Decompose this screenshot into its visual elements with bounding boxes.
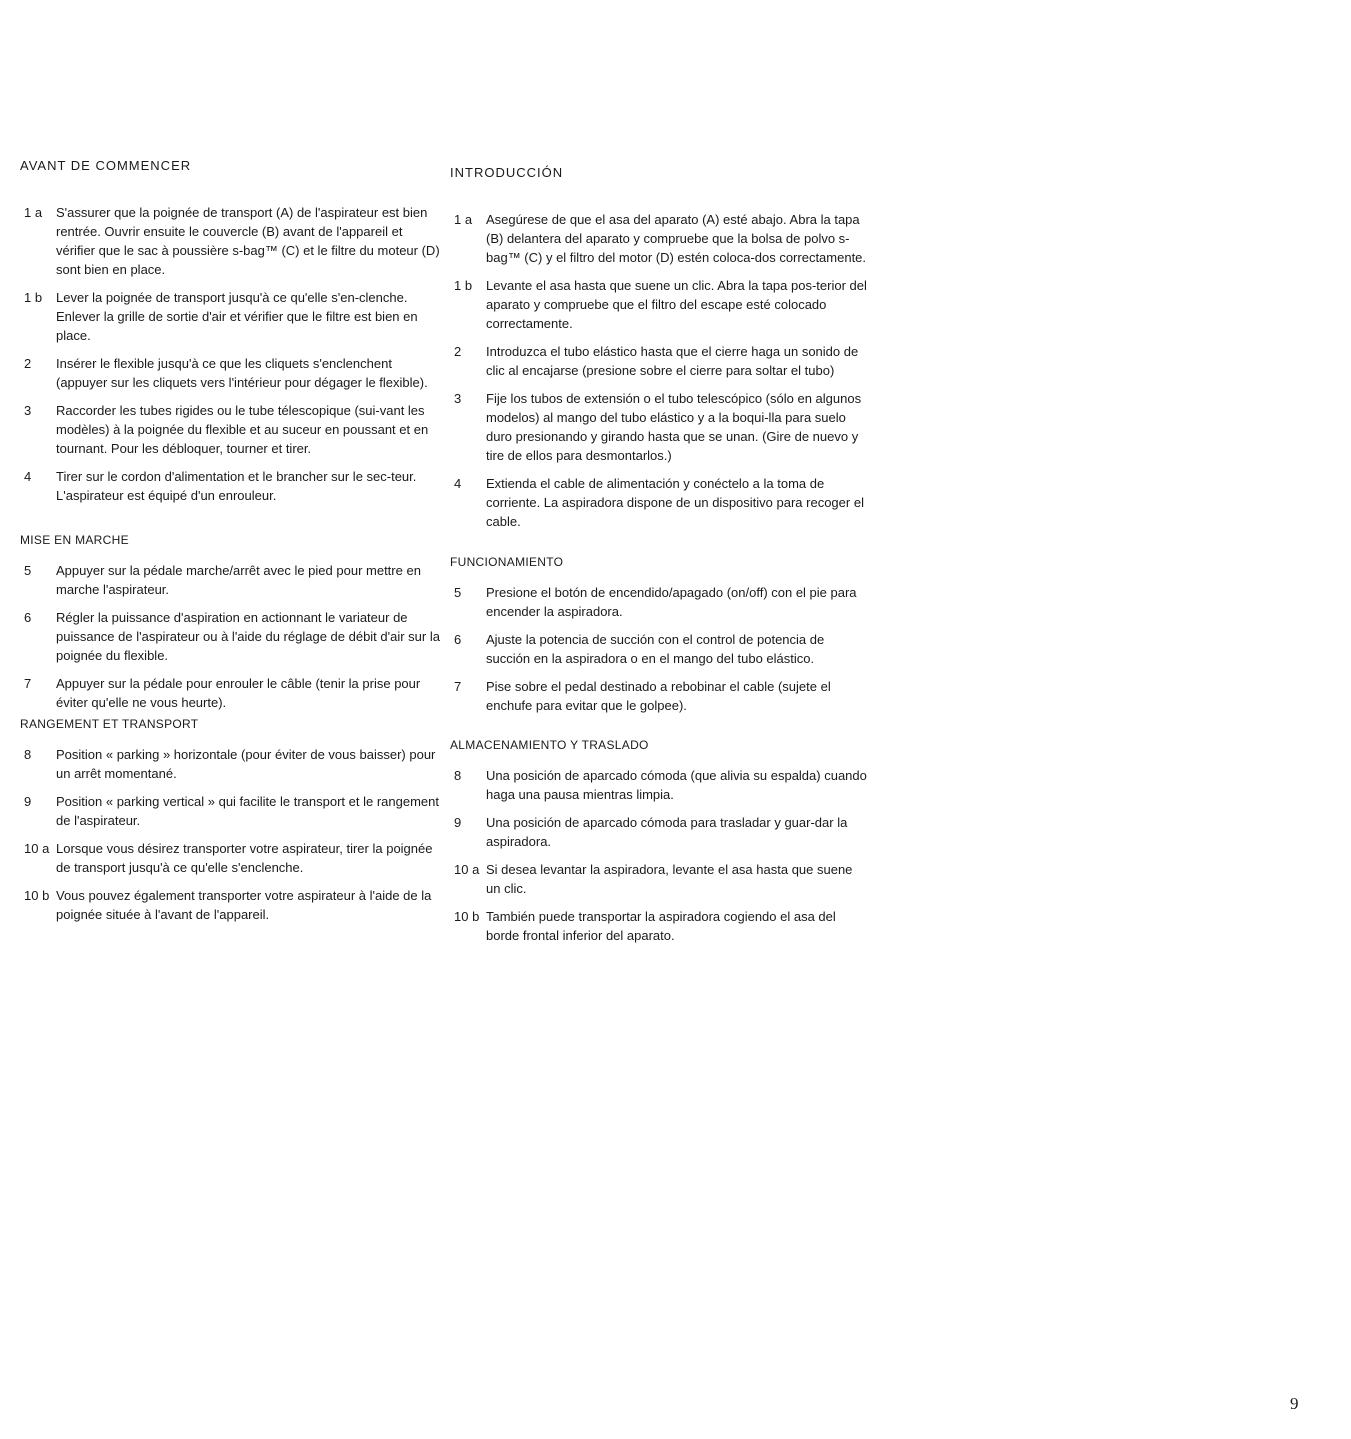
section-introduccion: [450, 165, 870, 540]
step-text: Pise sobre el pedal destinado a rebobinar el cable (sujete el enchufe para evitar que le golpee).: [486, 679, 831, 713]
list-item: [450, 907, 870, 945]
step-number: 1 b: [454, 278, 473, 293]
step-number: 1 a: [24, 205, 43, 220]
list-item: [20, 401, 440, 458]
step-number: 3: [24, 403, 32, 418]
section-title: AVANT DE COMMENCER: [20, 158, 192, 173]
step-number: 7: [454, 679, 462, 694]
list-item: [20, 203, 440, 279]
section-title: MISE EN MARCHE: [20, 533, 129, 547]
step-text: Raccorder les tubes rigides ou le tube télescopique (sui-vant les modèles) à la poignée du flexible et au suceur en poussant et en tournant. Pour les débloquer, tourner et tirer.: [56, 403, 429, 456]
step-text: Presione el botón de encendido/apagado (on/off) con el pie para encender la aspiradora.: [486, 585, 857, 619]
section-avant-de-commencer: [20, 158, 440, 514]
step-text: Asegúrese de que el asa del aparato (A) esté abajo. Abra la tapa (B) delantera del aparato y compruebe que la bolsa de polvo s-bag™ (C) y el filtro del motor (D) estén coloca-dos correctamente.: [486, 212, 867, 265]
section-mise-en-marche: [20, 533, 440, 721]
section-funcionamiento: [450, 555, 870, 724]
step-number: 10 a: [24, 841, 50, 856]
step-text: S'assurer que la poignée de transport (A) de l'aspirateur est bien rentrée. Ouvrir ensuite le couvercle (B) avant de l'appareil et vérifier que le sac à poussière s-bag™ (C) et le filtre du moteur (D) sont bien en place.: [56, 205, 440, 277]
step-text: Appuyer sur la pédale pour enrouler le câble (tenir la prise pour éviter qu'elle ne vous heurte).: [56, 676, 421, 710]
step-number: 6: [454, 632, 462, 647]
step-text: Vous pouvez également transporter votre aspirateur à l'aide de la poignée située à l'avant de l'appareil.: [56, 888, 432, 922]
list-item: [450, 210, 870, 267]
step-number: 8: [24, 747, 32, 762]
step-text: Lorsque vous désirez transporter votre aspirateur, tirer la poignée de transport jusqu'à ce qu'elle s'enclenche.: [56, 841, 433, 875]
step-number: 10 b: [24, 888, 50, 903]
step-text: Una posición de aparcado cómoda (que alivia su espalda) cuando haga una pausa mientras limpia.: [486, 768, 867, 802]
step-text: Una posición de aparcado cómoda para trasladar y guar-dar la aspiradora.: [486, 815, 848, 849]
list-item: [450, 276, 870, 333]
step-text: Régler la puissance d'aspiration en actionnant le variateur de puissance de l'aspirateur ou à l'aide du réglage de débit d'air sur la poignée du flexible.: [56, 610, 440, 663]
list-item: [450, 860, 870, 898]
step-number: 9: [24, 794, 32, 809]
step-number: 10 a: [454, 862, 480, 877]
step-number: 8: [454, 768, 462, 783]
step-number: 4: [454, 476, 462, 491]
section-almacenamiento-y-traslado: [450, 738, 870, 954]
list-item: [450, 813, 870, 851]
step-text: Ajuste la potencia de succión con el control de potencia de succión en la aspiradora o en el mango del tubo elástico.: [486, 632, 825, 666]
step-text: Position « parking » horizontale (pour éviter de vous baisser) pour un arrêt momentané.: [56, 747, 436, 781]
step-number: 2: [454, 344, 462, 359]
list-item: [450, 389, 870, 465]
step-number: 5: [454, 585, 462, 600]
step-text: Position « parking vertical » qui facilite le transport et le rangement de l'aspirateur.: [56, 794, 439, 828]
step-number: 6: [24, 610, 32, 625]
step-number: 1 b: [24, 290, 43, 305]
list-item: [20, 886, 440, 924]
list-item: [450, 342, 870, 380]
step-text: Si desea levantar la aspiradora, levante el asa hasta que suene un clic.: [486, 862, 853, 896]
section-title: RANGEMENT ET TRANSPORT: [20, 717, 199, 731]
step-text: También puede transportar la aspiradora cogiendo el asa del borde frontal inferior del aparato.: [486, 909, 836, 943]
step-number: 3: [454, 391, 462, 406]
list-item: [450, 630, 870, 668]
step-number: 4: [24, 469, 32, 484]
list-item: [20, 792, 440, 830]
list-item: [450, 766, 870, 804]
step-number: 10 b: [454, 909, 480, 924]
step-text: Tirer sur le cordon d'alimentation et le brancher sur le sec-teur. L'aspirateur est équipé d'un enrouleur.: [56, 469, 417, 503]
step-text: Lever la poignée de transport jusqu'à ce qu'elle s'en-clenche. Enlever la grille de sortie d'air et vérifier que le filtre est bien en place.: [56, 290, 418, 343]
section-rangement-et-transport: [20, 717, 440, 933]
list-item: [20, 354, 440, 392]
step-text: Appuyer sur la pédale marche/arrêt avec le pied pour mettre en marche l'aspirateur.: [56, 563, 421, 597]
step-number: 9: [454, 815, 462, 830]
list-item: [20, 674, 440, 712]
step-number: 5: [24, 563, 32, 578]
list-item: [20, 467, 440, 505]
step-number: 2: [24, 356, 32, 371]
list-item: [450, 677, 870, 715]
list-item: [20, 745, 440, 783]
list-item: [20, 561, 440, 599]
step-text: Introduzca el tubo elástico hasta que el cierre haga un sonido de clic al encajarse (presione sobre el cierre para soltar el tubo): [486, 344, 859, 378]
step-text: Levante el asa hasta que suene un clic. Abra la tapa pos-terior del aparato y compruebe que el filtro del escape esté colocado correctamente.: [486, 278, 867, 331]
step-text: Fije los tubos de extensión o el tubo telescópico (sólo en algunos modelos) al mango del tubo elástico y a la boqui-lla para suelo duro presionando y girando hasta que se unan. (Gire de nuevo y tire de ellos para desmontarlos.): [486, 391, 862, 463]
step-text: Extienda el cable de alimentación y conéctelo a la toma de corriente. La aspiradora dispone de un dispositivo para recoger el cable.: [486, 476, 864, 529]
list-item: [20, 288, 440, 345]
step-number: 1 a: [454, 212, 473, 227]
list-item: [20, 608, 440, 665]
list-item: [450, 474, 870, 531]
list-item: [20, 839, 440, 877]
step-text: Insérer le flexible jusqu'à ce que les cliquets s'enclenchent (appuyer sur les cliquets vers l'intérieur pour dégager le flexible).: [56, 356, 428, 390]
page-number: 9: [1290, 1394, 1299, 1413]
section-title: ALMACENAMIENTO Y TRASLADO: [450, 738, 649, 752]
step-number: 7: [24, 676, 32, 691]
section-title: INTRODUCCIÓN: [450, 165, 564, 180]
section-title: FUNCIONAMIENTO: [450, 555, 564, 569]
list-item: [450, 583, 870, 621]
